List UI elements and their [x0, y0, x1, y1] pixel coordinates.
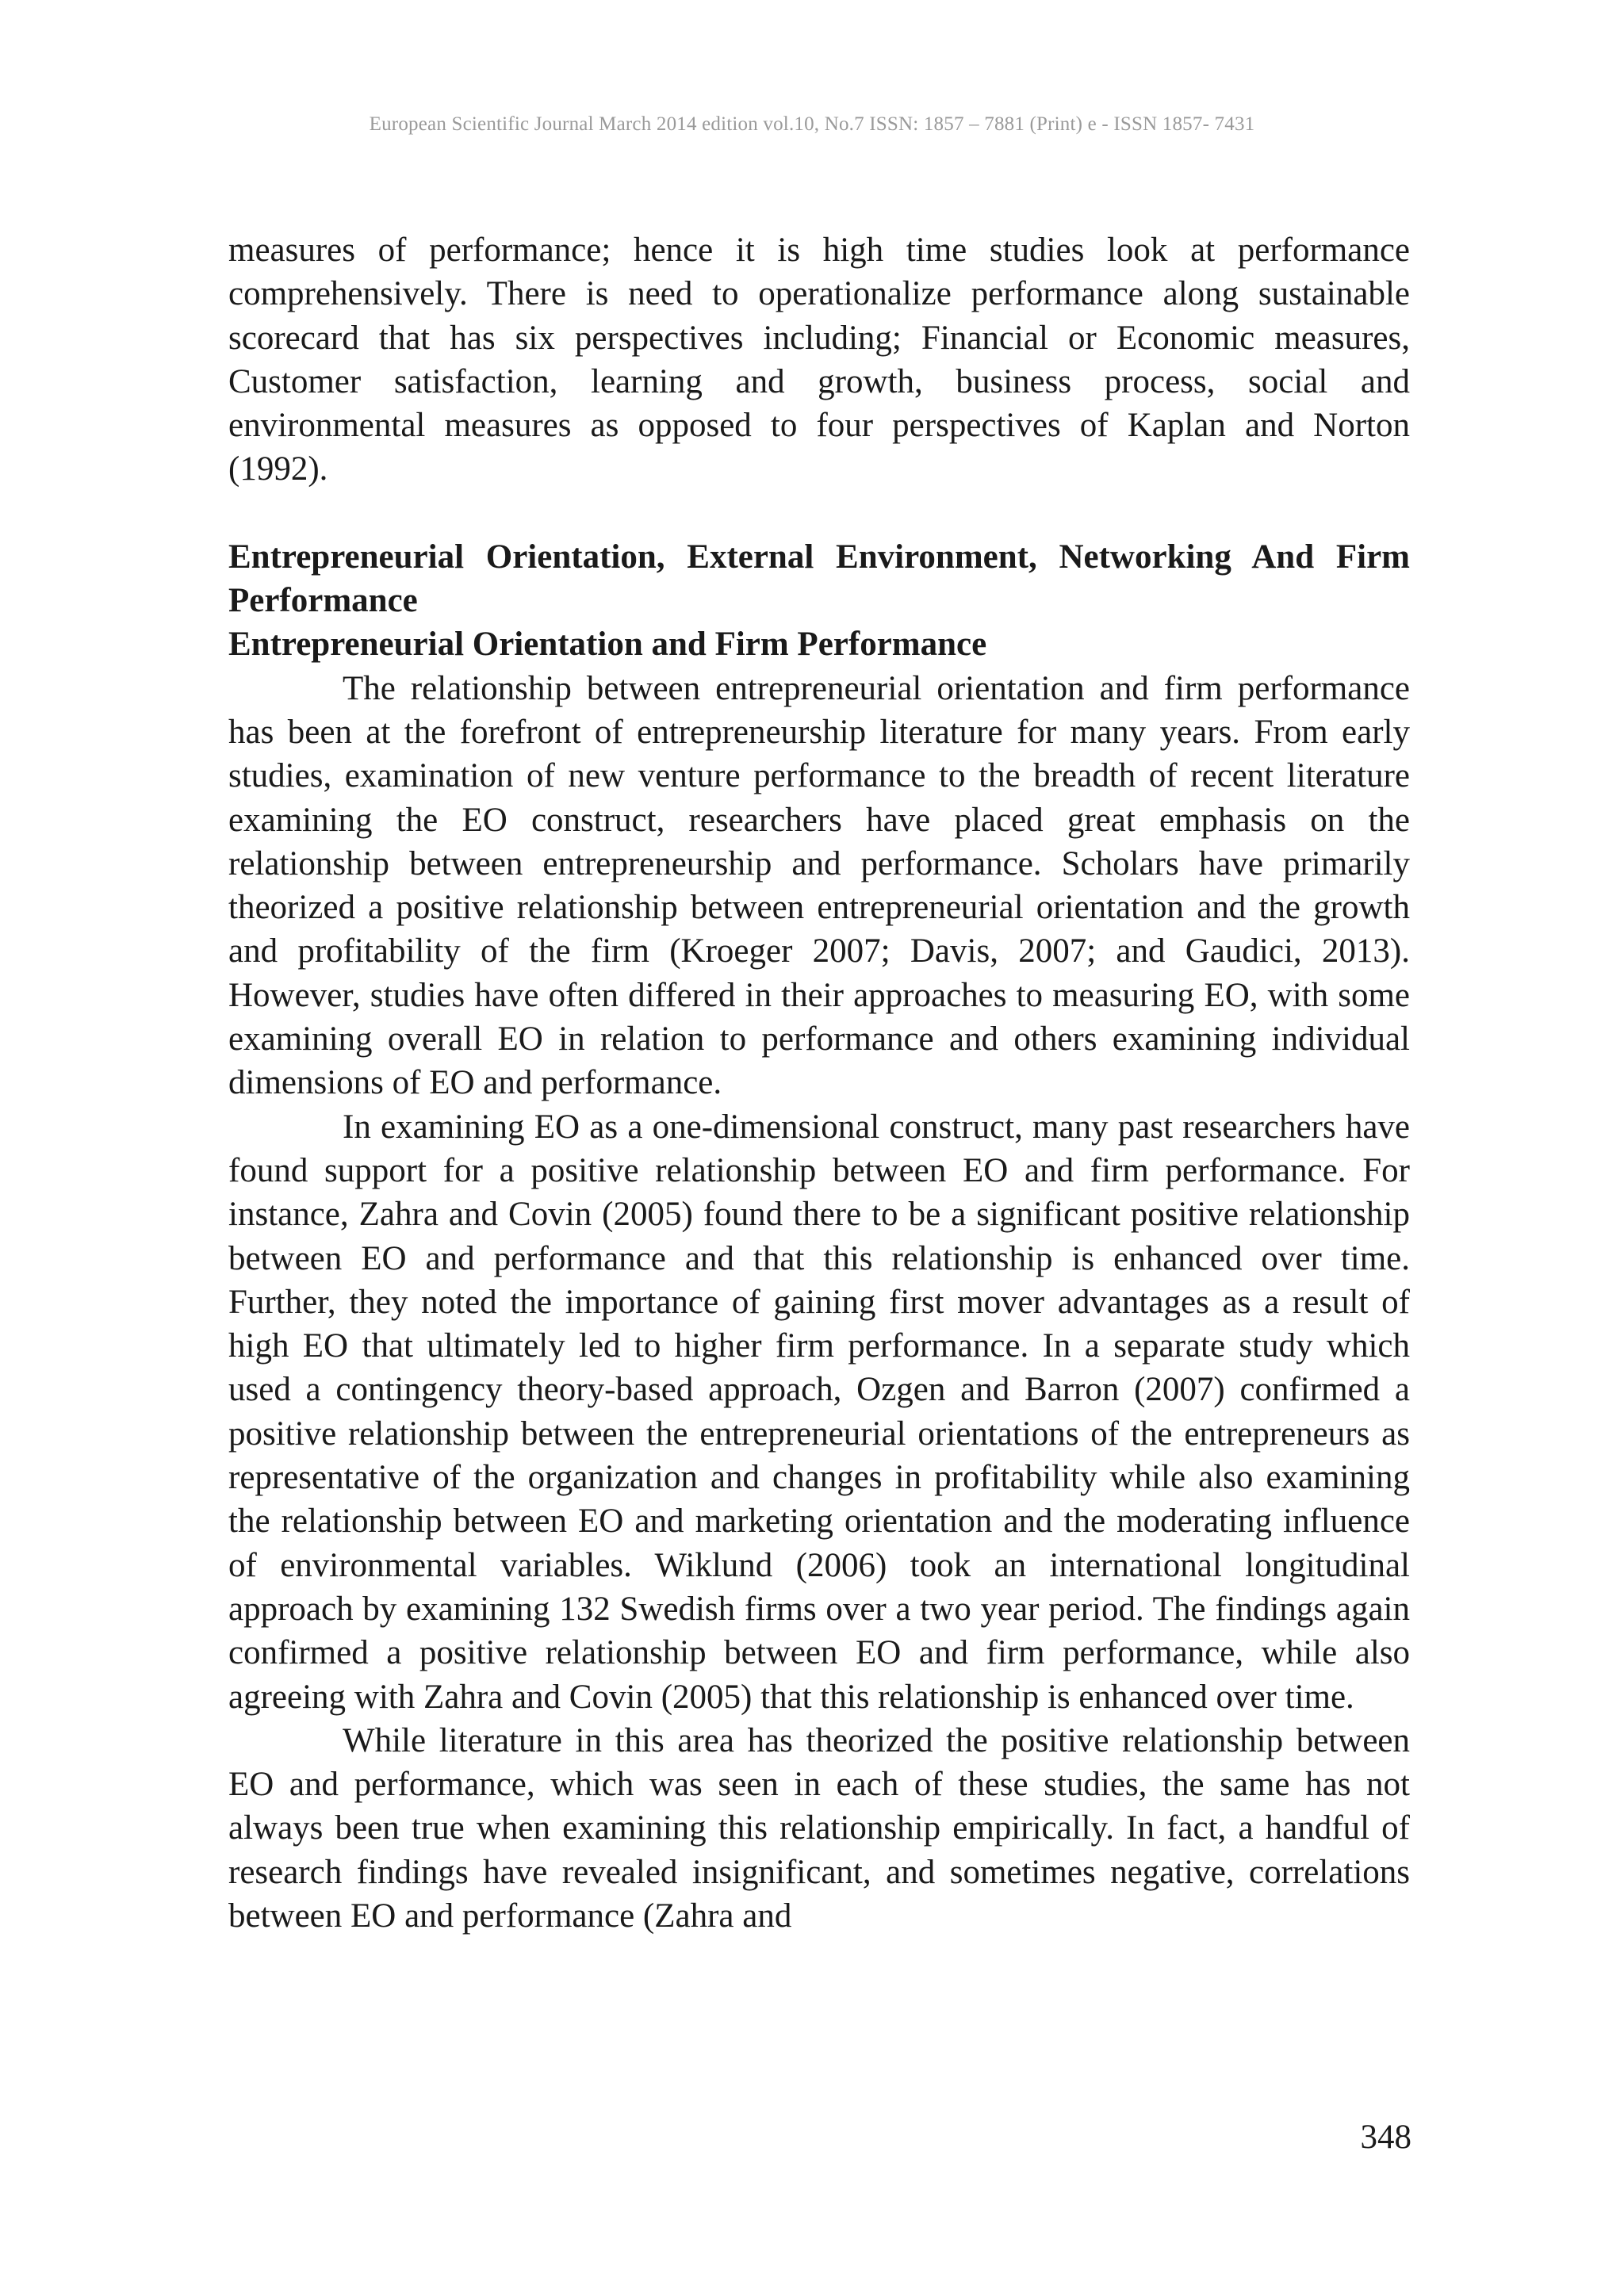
section-spacer — [228, 492, 1410, 535]
body-paragraph: The relationship between entrepreneurial orientation and firm performance has been at the forefront of entrepreneurship literature for many years. From early studies, examination of new venture performance to the breadth of recent literature examining the EO construct, researchers have placed great emphasis on the relationship between entrepreneurship and performance. Scholars have primarily theorized a positive relationship between entrepreneurial orientation and the growth and profitability of the firm (Kroeger 2007; Davis, 2007; and Gaudici, 2013). However, studies have often differed in their approaches to measuring EO, with some examining overall EO in relation to performance and others examining individual dimensions of EO and performance. — [228, 669, 1410, 1102]
running-header: European Scientific Journal March 2014 edition vol.10, No.7 ISSN: 1857 – 7881 (Print) e - ISSN 1857- 7431 — [369, 113, 1255, 135]
section-heading: Entrepreneurial Orientation, External Environment, Networking And Firm Performance — [228, 538, 1410, 620]
subsection-heading: Entrepreneurial Orientation and Firm Performance — [228, 626, 987, 664]
body-paragraph: In examining EO as a one-dimensional construct, many past researchers have found support for a positive relationship between EO and firm performance. For instance, Zahra and Covin (2005) found there to be a significant positive relationship between EO and performance and that this relationship is enhanced over time. Further, they noted the importance of gaining first mover advantages as a result of high EO that ultimately led to higher firm performance. In a separate study which used a contingency theory-based approach, Ozgen and Barron (2007) confirmed a positive relationship between the entrepreneurial orientations of the entrepreneurs as representative of the organization and changes in profitability while also examining the relationship between EO and marketing orientation and the moderating influence of environmental variables. Wiklund (2006) took an international longitudinal approach by examining 132 Swedish firms over a two year period. The findings again confirmed a positive relationship between EO and firm performance, while also agreeing with Zahra and Covin (2005) that this relationship is enhanced over time. — [228, 1108, 1410, 1716]
body-paragraph: While literature in this area has theorized the positive relationship between EO and performance, which was seen in each of these studies, the same has not always been true when examining this relationship empirically. In fact, a handful of research findings have revealed insignificant, and sometimes negative, correlations between EO and performance (Zahra and — [228, 1721, 1410, 1935]
intro-paragraph: measures of performance; hence it is high time studies look at performance comprehensively. There is need to operationalize performance along sustainable scorecard that has six perspectives including; Financial or Economic measures, Customer satisfaction, learning and growth, business process, social and environmental measures as opposed to four perspectives of Kaplan and Norton (1992). — [228, 232, 1410, 488]
page-body — [228, 228, 1410, 1938]
page-number: 348 — [1360, 2119, 1411, 2156]
